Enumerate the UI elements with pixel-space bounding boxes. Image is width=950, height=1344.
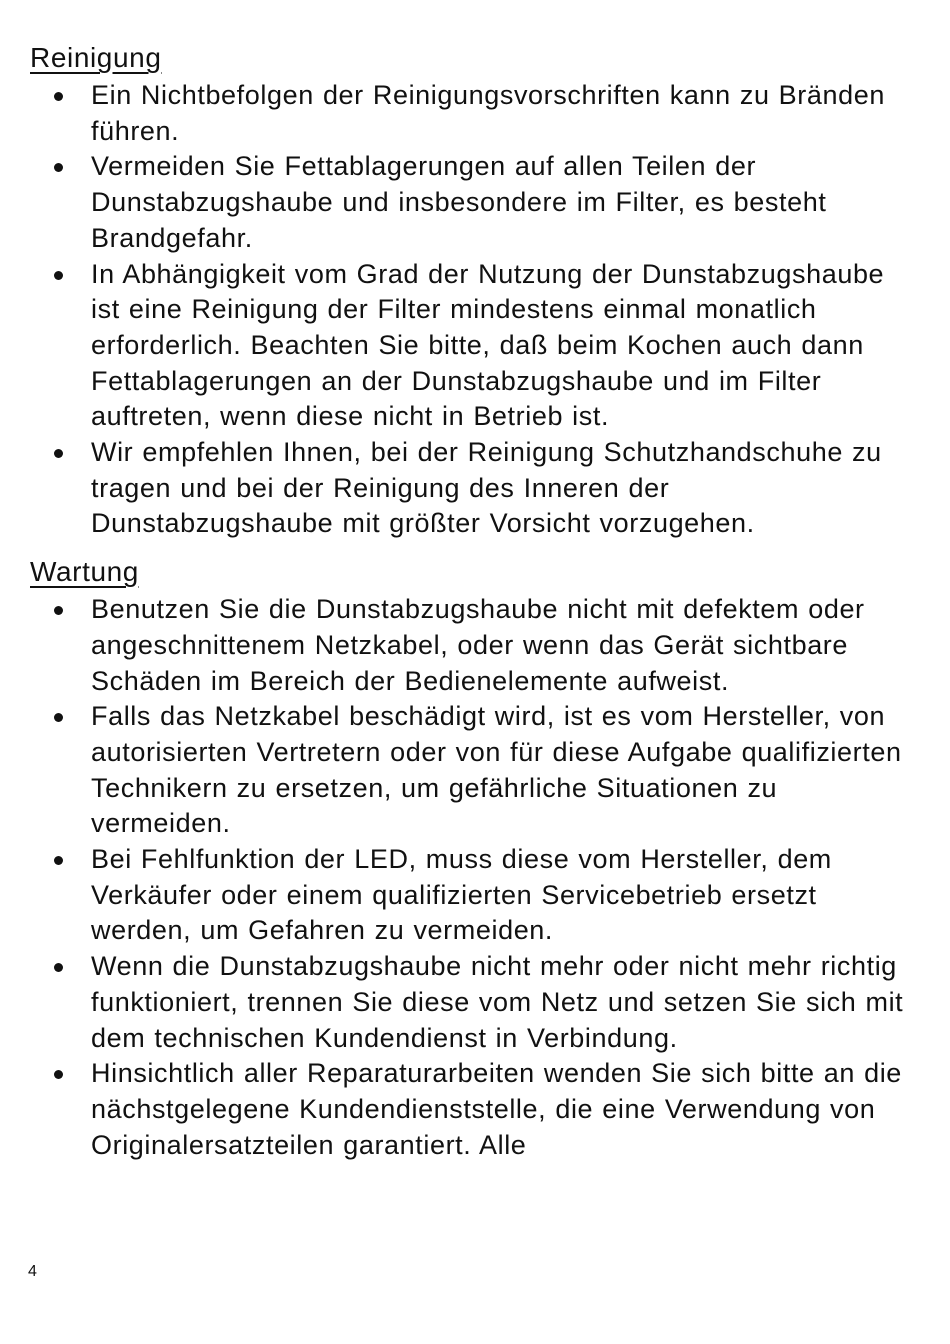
list-item xyxy=(30,78,910,149)
list-item xyxy=(30,699,910,842)
bullet-icon xyxy=(54,856,63,865)
section-heading-wartung: Wartung xyxy=(30,556,139,588)
bullet-icon xyxy=(54,1070,63,1079)
section-reinigung xyxy=(30,38,910,542)
list-item xyxy=(30,949,910,1056)
list-item-text: Bei Fehlfunktion der LED, muss diese vom Hersteller, dem Verkäufer oder einem qualifizierten Servicebetrieb ersetzt werden, um Gefahren zu vermeiden. xyxy=(91,844,832,946)
bullet-icon xyxy=(54,449,63,458)
bullet-icon xyxy=(54,92,63,101)
bullet-icon xyxy=(54,963,63,972)
list-item-text: Falls das Netzkabel beschädigt wird, ist es vom Hersteller, von autorisierten Vertretern oder von für diese Aufgabe qualifizierten Technikern zu ersetzen, um gefährliche Situationen zu vermeiden. xyxy=(91,701,902,839)
list-item-text: Hinsichtlich aller Reparaturarbeiten wenden Sie sich bitte an die nächstgelegene Kundendienststelle, die eine Verwendung von Originalersatzteilen garantiert. Alle xyxy=(91,1058,902,1160)
list-item-text: Ein Nichtbefolgen der Reinigungsvorschriften kann zu Bränden führen. xyxy=(91,80,885,146)
bullet-icon xyxy=(54,713,63,722)
list-item xyxy=(30,1056,910,1163)
list-item xyxy=(30,435,910,542)
list-item-text: Vermeiden Sie Fettablagerungen auf allen Teilen der Dunstabzugshaube und insbesondere im Filter, es besteht Brandgefahr. xyxy=(91,151,827,253)
bullet-list-wartung xyxy=(30,592,910,1163)
bullet-icon xyxy=(54,163,63,172)
list-item-text: In Abhängigkeit vom Grad der Nutzung der Dunstabzugshaube ist eine Reinigung der Filter mindestens einmal monatlich erforderlich. Beachten Sie bitte, daß beim Kochen auch dann Fettablagerungen an der Dunstabzugshaube und im Filter auftreten, wenn diese nicht in Betrieb ist. xyxy=(91,258,885,432)
section-heading-reinigung: Reinigung xyxy=(30,42,162,73)
list-item xyxy=(30,149,910,256)
list-item-text: Wenn die Dunstabzugshaube nicht mehr oder nicht mehr richtig funktioniert, trennen Sie diese vom Netz und setzen Sie sich mit dem technischen Kundendienst in Verbindung. xyxy=(91,951,904,1053)
bullet-list-reinigung xyxy=(30,78,910,542)
list-item xyxy=(30,592,910,699)
list-item xyxy=(30,257,910,436)
bullet-icon xyxy=(54,271,63,280)
list-item-text: Wir empfehlen Ihnen, bei der Reinigung Schutzhandschuhe zu tragen und bei der Reinigung des Inneren der Dunstabzugshaube mit größter Vorsicht vorzugehen. xyxy=(91,437,882,539)
bullet-icon xyxy=(54,606,63,615)
page-number: 4 xyxy=(28,1263,37,1280)
section-wartung xyxy=(30,552,910,1163)
list-item-text: Benutzen Sie die Dunstabzugshaube nicht mit defektem oder angeschnittenem Netzkabel, oder wenn das Gerät sichtbare Schäden im Bereich der Bedienelemente aufweist. xyxy=(91,594,865,696)
page-content xyxy=(30,38,910,1163)
list-item xyxy=(30,842,910,949)
